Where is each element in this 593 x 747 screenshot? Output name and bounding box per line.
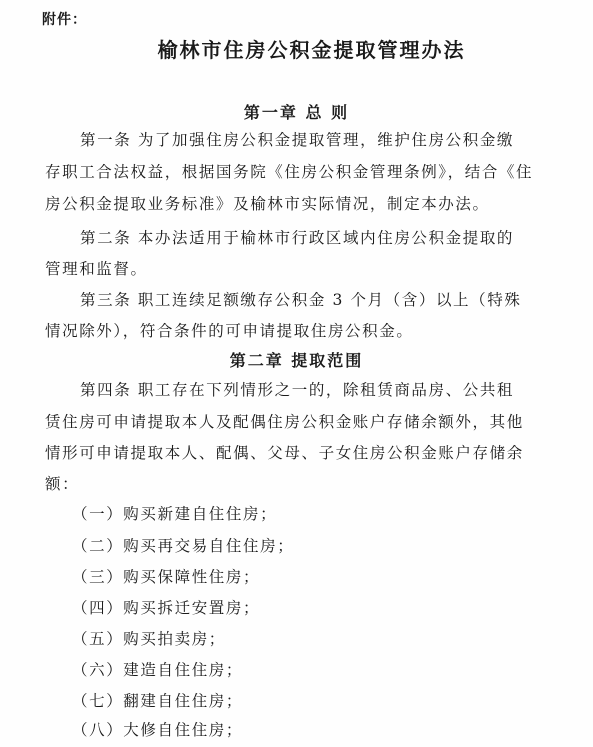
article-4-line-1: 第四条 职工存在下列情形之一的，除租赁商品房、公共租 xyxy=(80,381,515,399)
list-item: （八）大修自住住房； xyxy=(72,721,244,739)
article-4-line-2: 赁住房可申请提取本人及配偶住房公积金账户存储余额外，其他 xyxy=(45,413,524,431)
article-2-line-1: 第二条 本办法适用于榆林市行政区域内住房公积金提取的 xyxy=(80,229,515,247)
list-item: （六）建造自住住房； xyxy=(72,661,244,679)
list-item: （七）翻建自住住房； xyxy=(72,692,244,710)
list-item: （二）购买再交易自住住房； xyxy=(72,537,295,555)
article-1-line-1: 第一条 为了加强住房公积金提取管理，维护住房公积金缴 xyxy=(80,131,515,149)
list-item: （三）购买保障性住房； xyxy=(72,568,261,586)
document-title: 榆林市住房公积金提取管理办法 xyxy=(157,38,466,62)
article-4-line-3: 情形可申请提取本人、配偶、父母、子女住房公积金账户存储余 xyxy=(45,444,524,462)
article-4-line-4: 额： xyxy=(45,475,80,493)
list-item: （四）购买拆迁安置房； xyxy=(72,599,261,617)
list-item: （一）购买新建自住住房； xyxy=(72,505,278,523)
article-1-line-3: 房公积金提取业务标准》及榆林市实际情况，制定本办法。 xyxy=(45,195,490,213)
chapter-1-heading: 第一章 总 则 xyxy=(243,103,350,122)
article-2-line-2: 管理和监督。 xyxy=(45,260,148,278)
attachment-label: 附件： xyxy=(42,12,87,28)
list-item: （五）购买拍卖房； xyxy=(72,630,226,648)
article-3-line-1: 第三条 职工连续足额缴存公积金 3 个月（含）以上（特殊 xyxy=(80,291,522,309)
article-1-line-2: 存职工合法权益，根据国务院《住房公积金管理条例》，结合《住 xyxy=(45,163,534,181)
article-3-line-2: 情况除外），符合条件的可申请提取住房公积金。 xyxy=(45,322,414,340)
chapter-2-heading: 第二章 提取范围 xyxy=(229,351,364,370)
